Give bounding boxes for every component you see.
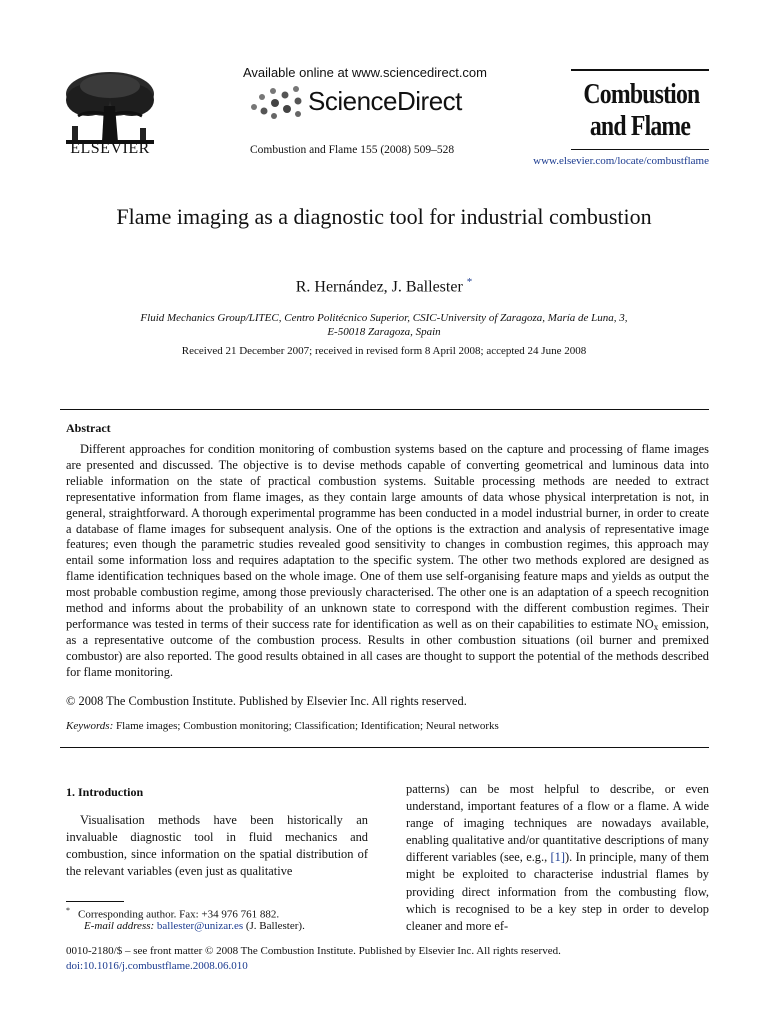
footnote-rule [66, 901, 124, 902]
author-names: R. Hernández, J. Ballester [295, 278, 463, 296]
intro-left-column: Visualisation methods have been historically an invaluable diagnostic tool in fluid mechanics and combustion, since information on the spatial distribution of the relevant variables (even just as qualitative [66, 813, 368, 879]
doi-link[interactable]: doi:10.1016/j.combustflame.2008.06.010 [66, 960, 248, 972]
footnote-corresponding [66, 906, 279, 921]
sciencedirect-wordmark: ScienceDirect [308, 86, 462, 116]
paper-title: Flame imaging as a diagnostic tool for industrial combustion [116, 204, 652, 229]
keywords-label: Keywords: [66, 720, 114, 732]
reference-link-1[interactable]: [1] [550, 850, 565, 865]
footnote-corresponding-text: Corresponding author. Fax: +34 976 761 882. [78, 908, 280, 921]
nox-subscript: x [653, 621, 659, 632]
email-label: E-mail address: [84, 920, 155, 932]
footnote-mark: * [66, 906, 70, 915]
footnote-email [84, 920, 305, 932]
author-list [90, 276, 678, 296]
sciencedirect-dots-icon [248, 83, 306, 121]
abstract-rule-bottom [60, 747, 709, 748]
abstract-text [66, 442, 709, 681]
keywords-list: Flame images; Combustion monitoring; Classification; Identification; Neural networks [113, 720, 499, 732]
available-online-text: Available online at www.sciencedirect.com [243, 65, 487, 80]
received-dates: Received 21 December 2007; received in revised form 8 April 2008; accepted 24 June 2008 [181, 345, 587, 357]
corresponding-author-mark[interactable]: * [466, 276, 473, 288]
journal-title-line1: Combustion [583, 78, 700, 110]
intro-right-part1: patterns) can be most helpful to describe, or even understand, important features of a flow or a flame. A wide range of imaging techniques are nowadays available, enabling qualitative and/or quantitative descriptions of many different variables (see, e.g., [406, 782, 709, 865]
front-matter-line: 0010-2180/$ – see front matter © 2008 The Combustion Institute. Published by Elsevier Inc. All rights reserved. [66, 945, 561, 957]
affiliation-line-1: Fluid Mechanics Group/LITEC, Centro Politécnico Superior, CSIC-University of Zaragoza, María de Luna, 3, [140, 312, 628, 324]
abstract-text-part2: emission, as a representative outcome of the combustion process. Results in other combustion situations (oil burner and premixed combustor) are also reported. The good results obtained in all cases are thought to support the potential of the methods described for flame monitoring. [66, 616, 709, 679]
journal-title-rule-top [571, 69, 709, 71]
journal-url-link[interactable]: www.elsevier.com/locate/combustflame [533, 155, 709, 167]
email-suffix: (J. Ballester). [243, 920, 305, 932]
journal-citation: Combustion and Flame 155 (2008) 509–528 [250, 144, 455, 156]
abstract-copyright: © 2008 The Combustion Institute. Published by Elsevier Inc. All rights reserved. [66, 694, 467, 708]
journal-title-rule-bottom [571, 149, 709, 150]
intro-right-part2: ). In principle, many of them might be exploited to characterise industrial flames by providing direct information from the combusting flow, which is recognised to be a key step in order to develop cleaner and more ef- [406, 850, 710, 933]
publisher-name: ELSEVIER [70, 140, 150, 157]
abstract-heading: Abstract [66, 421, 111, 435]
abstract-text-part1: Different approaches for condition monitoring of combustion systems based on the capture and processing of flame images are presented and discussed. The objective is to devise methods capable of converting geometrical and luminous data into reliable information on the state of practical combustion systems. Suitable processing methods are needed to extract representative information from flame images, as they contain large amounts of data whose physical interpretation is not, in general, straightforward. A thorough experimental programme has been conducted in a model industrial burner, in order to create a database of flame images for subsequent analysis. One of the options is the extraction and analysis of representative image features; even though the parametric studies revealed good sensitivity to changes in combustion regimes, this approach may entail some information loss and requires adaptation to the specific system. The other two methods explored are designed as flame identification techniques based on the whole image. One of them use self-organising feature maps and yields as output the most probable combustion regime, among those previously characterised. The other one is an adaptation of a speech recognition method and informs about the probability of an unknown state to correspond with the different combustion regimes. Their performance was tested in terms of their success rate for identification as well as on their capabilities to estimate NO [66, 442, 709, 631]
section-heading-introduction: 1. Introduction [66, 785, 144, 799]
keywords-line [66, 720, 499, 732]
abstract-rule-top [60, 409, 709, 410]
affiliation-line-2: E-50018 Zaragoza, Spain [327, 326, 441, 338]
intro-right-column [406, 781, 709, 935]
email-link[interactable]: ballester@unizar.es [156, 920, 244, 932]
journal-title-line2: and Flame [589, 110, 691, 142]
